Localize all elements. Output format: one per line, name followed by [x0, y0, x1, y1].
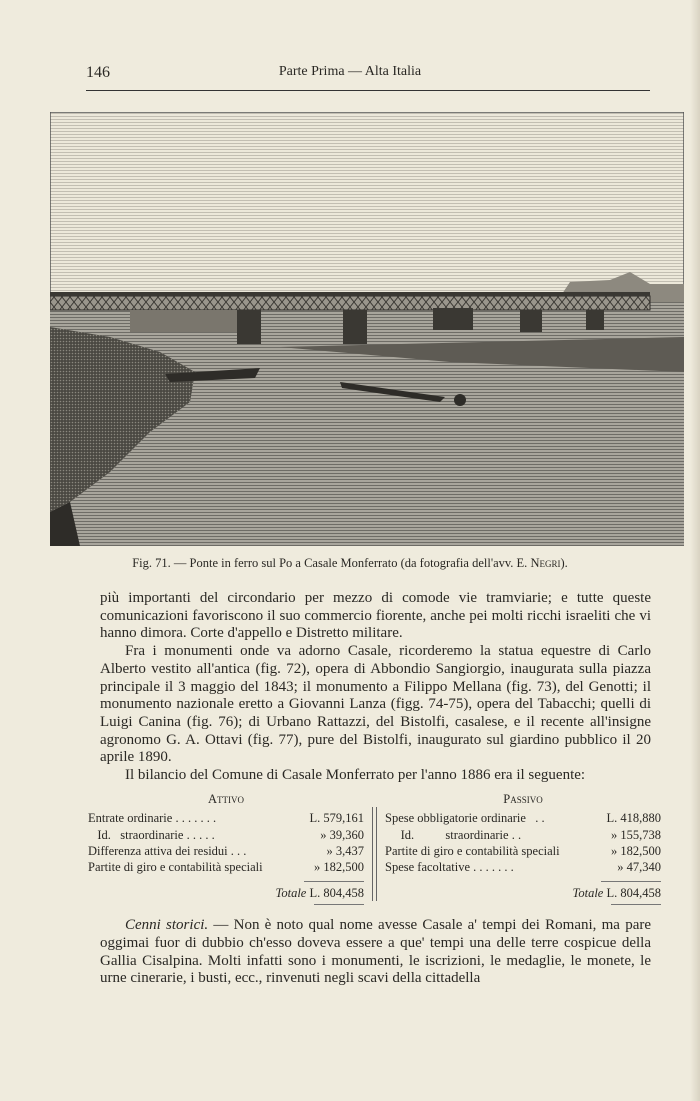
table-row	[88, 827, 364, 843]
figure-caption	[60, 556, 640, 571]
table-row	[88, 843, 364, 859]
section-text: — Non è noto qual nome avesse Casale a' tempi dei Romani, ma pare oggimai fuor di dubbio ch'esso doveva essere a que' tempi una delle terre cospicue della Gallia Cisalpina. Molti infatti sono i monumenti, le iscrizioni, le medaglie, le monete, le urne cinerarie, i busti, ecc., rinvenuti negli scavi della cittadella	[100, 917, 652, 987]
column-divider	[372, 807, 377, 901]
total-label: Totale	[572, 885, 604, 900]
bridge-engraving	[50, 112, 684, 546]
attivo-heading: Attivo	[207, 791, 245, 806]
passivo-heading: Passivo	[503, 791, 543, 806]
row-label: Differenza attiva dei residui . . .	[88, 843, 247, 858]
budget-passivo	[385, 791, 661, 901]
row-label: Id. straordinarie . .	[385, 827, 522, 842]
row-label: Entrate ordinarie . . . . . . .	[88, 811, 217, 826]
page-number: 146	[86, 64, 110, 81]
row-label: Spese obbligatorie ordinarie . .	[385, 811, 545, 826]
budget-attivo	[88, 791, 364, 901]
table-row	[385, 827, 661, 843]
row-value: » 39,360	[320, 827, 364, 842]
paragraph: Fra i monumenti onde va adorno Casale, ricorderemo la statua equestre di Carlo Alberto vestito all'antica (fig. 72), opera di Abbondio Sangiorgio, inaugurata sulla piazza principale il 3 maggio del 1843; il monumento a Filippo Mellana (fig. 73), del Genotti; il monumento nazionale eretto a Giovanni Lanza (figg. 74-75), opera del Tabacchi; quelli di Luigi Canina (fig. 76); di Urbano Rattazzi, del Bistolfi, casalese, e il recente all'insigne agronomo G. A. Ottavi (fig. 77), pure del Bistolfi, inaugurato sul giardino pubblico il 20 aprile 1890.	[100, 643, 651, 766]
total-value: L. 804,458	[309, 885, 364, 900]
total-row	[88, 880, 364, 901]
row-value: » 182,500	[314, 860, 364, 875]
paragraph: più importanti del circondario per mezzo di comode vie tramviarie; e tutte queste comunicazioni favoriscono il suo commercio fiorente, anche pei molti ricchi israeliti che vi hanno dimora. Corte d'appello e Distretto militare.	[100, 590, 651, 642]
header-rule	[86, 90, 650, 91]
table-row	[385, 859, 661, 875]
table-row	[88, 810, 364, 826]
table-row	[385, 843, 661, 859]
running-title: Parte Prima — Alta Italia	[278, 64, 422, 79]
table-row	[385, 810, 661, 826]
row-label: Id. straordinarie . . . . .	[88, 827, 215, 842]
row-value: » 155,738	[611, 827, 661, 842]
section-title: Cenni storici.	[125, 917, 209, 934]
body-text	[100, 590, 651, 785]
section-cenni-storici	[100, 917, 651, 988]
page-edge-shadow	[690, 0, 700, 1101]
table-row	[88, 859, 364, 875]
budget-table	[88, 791, 663, 901]
caption-end: ).	[560, 556, 568, 570]
row-value: L. 579,161	[309, 811, 364, 826]
row-label: Partite di giro e contabilità speciali	[88, 860, 263, 875]
paragraph	[100, 917, 651, 988]
row-value: » 182,500	[611, 843, 661, 858]
row-label: Spese facoltative . . . . . . .	[385, 860, 514, 875]
caption-text: Fig. 71. — Ponte in ferro sul Po a Casale Monferrato (da fotografia dell'avv. E.	[132, 556, 531, 570]
paragraph: Il bilancio del Comune di Casale Monferrato per l'anno 1886 era il seguente:	[125, 767, 586, 784]
row-value: L. 418,880	[606, 811, 661, 826]
total-value: L. 804,458	[606, 885, 661, 900]
row-value: » 47,340	[617, 860, 661, 875]
caption-author: Negri	[530, 556, 561, 570]
row-value: » 3,437	[326, 843, 364, 858]
total-label: Totale	[275, 885, 307, 900]
row-label: Partite di giro e contabilità speciali	[385, 843, 560, 858]
total-row	[385, 880, 661, 901]
body-flow	[88, 590, 661, 988]
